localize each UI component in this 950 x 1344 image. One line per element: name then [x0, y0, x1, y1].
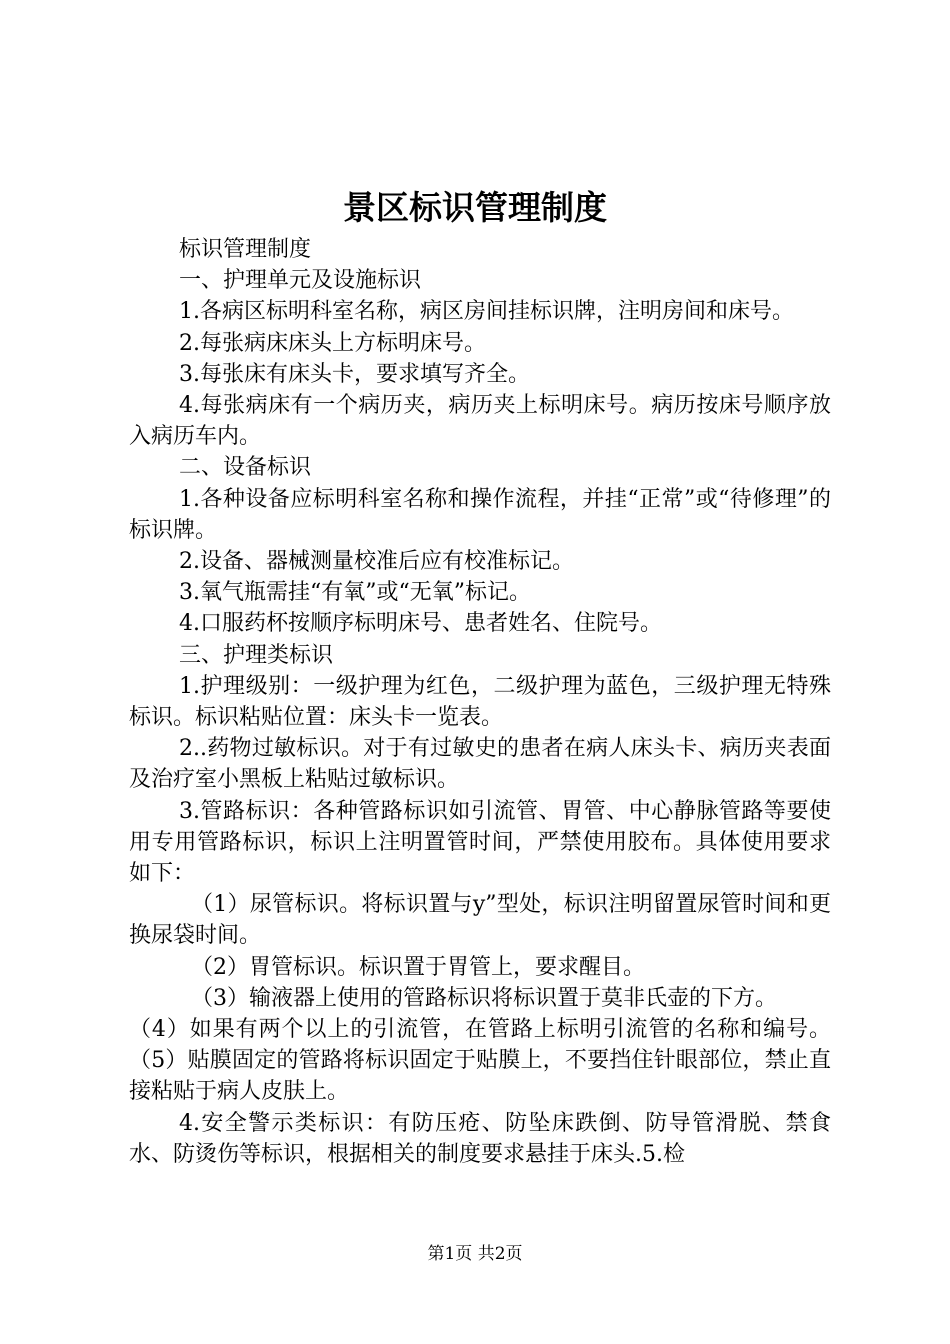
document-body: [129, 234, 831, 1170]
body-paragraph: 1.各病区标明科室名称，病区房间挂标识牌，注明房间和床号。: [179, 299, 794, 325]
page-footer: 第1页 共2页: [427, 1244, 523, 1264]
body-paragraph: 3.每张床有床头卡，要求填写齐全。: [179, 361, 530, 387]
body-paragraph: 4.每张病床有一个病历夹，病历夹上标明床号。病历按床号顺序放入病历车内。: [129, 393, 831, 450]
body-paragraph: （2）胃管标识。标识置于胃管上，要求醒目。: [191, 954, 645, 980]
body-paragraph: 二、设备标识: [179, 455, 312, 481]
body-paragraph: （4）如果有两个以上的引流管，在管路上标明引流管的名称和编号。（5）贴膜固定的管路将标识固定于贴膜上，不要挡住针眼部位，禁止直接粘贴于病人皮肤上。: [129, 1017, 831, 1105]
body-paragraph: 1.各种设备应标明科室名称和操作流程，并挂“正常”或“待修理”的标识牌。: [129, 486, 831, 543]
body-paragraph: 2..药物过敏标识。对于有过敏史的患者在病人床头卡、病历夹表面及治疗室小黑板上粘贴过敏标识。: [129, 736, 831, 793]
body-paragraph: 4.口服药杯按顺序标明床号、患者姓名、住院号。: [179, 611, 662, 637]
body-paragraph: 三、护理类标识: [179, 642, 334, 668]
body-paragraph: 2.设备、器械测量校准后应有校准标记。: [179, 549, 574, 575]
body-paragraph: 4.安全警示类标识：有防压疮、防坠床跌倒、防导管滑脱、禁食水、防烫伤等标识，根据相关的制度要求悬挂于床头.5.检: [129, 1110, 831, 1167]
body-paragraph: （3）输液器上使用的管路标识将标识置于莫非氏壶的下方。: [191, 985, 777, 1011]
body-paragraph: 2.每张病床床头上方标明床号。: [179, 330, 486, 356]
document-title: 景区标识管理制度: [343, 188, 607, 227]
body-paragraph: 3.管路标识：各种管路标识如引流管、胃管、中心静脉管路等要使用专用管路标识，标识上注明置管时间，严禁使用胶布。具体使用要求如下：: [129, 798, 831, 887]
body-paragraph: （1）尿管标识。将标识置与y”型处，标识注明留置尿管时间和更换尿袋时间。: [129, 892, 831, 949]
body-paragraph: 1.护理级别：一级护理为红色，二级护理为蓝色，三级护理无特殊标识。标识粘贴位置：床头卡一览表。: [129, 673, 831, 731]
body-paragraph: 一、护理单元及设施标识: [179, 268, 422, 294]
body-paragraph: 3.氧气瓶需挂“有氧”或“无氧”标记。: [179, 580, 531, 606]
body-paragraph: 标识管理制度: [179, 237, 312, 262]
